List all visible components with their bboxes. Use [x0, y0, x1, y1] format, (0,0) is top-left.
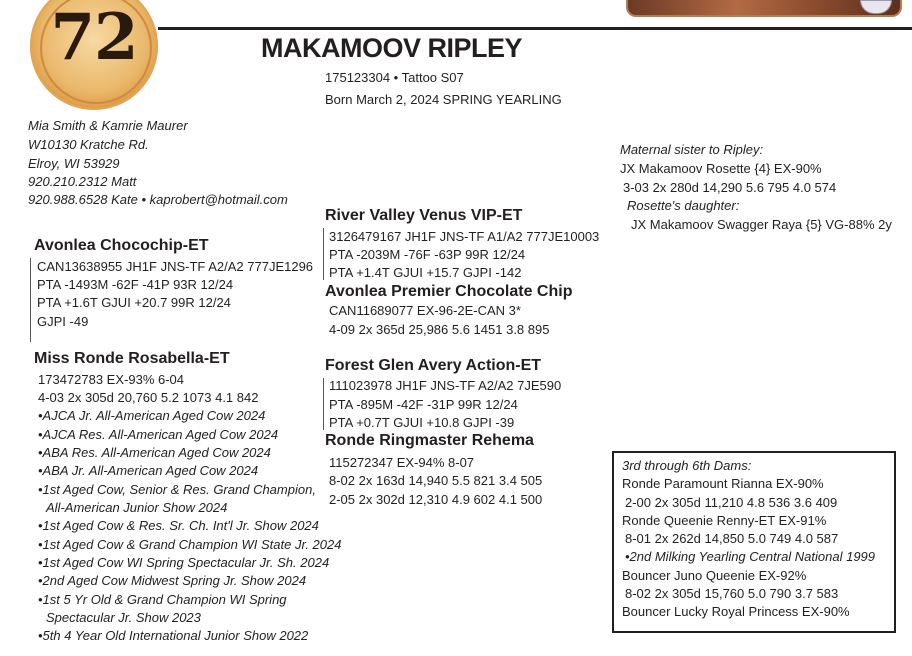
sire-sire-line-2: PTA -1493M -62F -41P 93R 12/24 [37, 277, 234, 292]
sire-sire-name: Avonlea Chocochip-ET [34, 237, 209, 254]
sire-line-1: 3126479167 JH1F JNS-TF A1/A2 777JE10003 [329, 229, 600, 244]
sire-sire-line-4: GJPI -49 [37, 314, 89, 329]
honor-item: •1st Aged Cow & Res. Sr. Ch. Int'l Jr. Show 2024 [38, 518, 319, 533]
extended-dam-line: 8-01 2x 262d 14,850 5.0 749 4.0 587 [625, 531, 839, 546]
header-rule [158, 27, 912, 30]
maternal-sister-record: 3-03 2x 280d 14,290 5.6 795 4.0 574 [623, 180, 837, 195]
dam-dam-line-2: 8-02 2x 163d 14,940 5.5 821 3.4 505 [329, 473, 543, 488]
lot-number: 72 [50, 0, 138, 75]
dam-sire-line-3: PTA +0.7T GJUI +10.8 GJPI -39 [329, 415, 515, 430]
maternal-sister-heading: Maternal sister to Ripley: [620, 142, 764, 157]
lot-badge [30, 0, 158, 110]
honor-item: •5th 4 Year Old International Junior Show 2022 [38, 628, 309, 643]
honor-item: Spectacular Jr. Show 2023 [46, 610, 201, 625]
animal-name: MAKAMOOV RIPLEY [261, 33, 523, 63]
honor-item: •1st Aged Cow, Senior & Res. Grand Champion, [38, 482, 316, 497]
sire-dam-line-2: 4-09 2x 365d 25,986 5.6 1451 3.8 895 [329, 322, 550, 337]
honor-item: •2nd Aged Cow Midwest Spring Jr. Show 2024 [38, 573, 307, 588]
animal-id-line: 175123304 • Tattoo S07 [325, 70, 464, 85]
sire-dam-name: Avonlea Premier Chocolate Chip [325, 283, 573, 300]
sire-sire-line-3: PTA +1.6T GJUI +20.7 99R 12/24 [37, 295, 231, 310]
honor-item: •AJCA Res. All-American Aged Cow 2024 [38, 427, 279, 442]
extended-dam-line: 2-00 2x 305d 11,210 4.8 536 3.6 409 [625, 495, 838, 510]
honor-item: All-American Junior Show 2024 [46, 500, 228, 515]
honor-item: •ABA Res. All-American Aged Cow 2024 [38, 445, 271, 460]
honor-item: •1st Aged Cow & Grand Champion WI State Jr. 2024 [38, 537, 342, 552]
daughter-name: JX Makamoov Swagger Raya {5} VG-88% 2y [631, 217, 892, 232]
honor-item: •ABA Jr. All-American Aged Cow 2024 [38, 463, 259, 478]
sire-name: River Valley Venus VIP-ET [325, 207, 523, 224]
bracket-line [323, 228, 324, 280]
dam-sire-name: Forest Glen Avery Action-ET [325, 357, 542, 374]
owner-address: W10130 Kratche Rd. [28, 137, 149, 152]
extended-dams-heading: 3rd through 6th Dams: [622, 458, 752, 473]
honor-item: •1st Aged Cow WI Spring Spectacular Jr. Sh. 2024 [38, 555, 330, 570]
dam-dam-name: Ronde Ringmaster Rehema [325, 432, 534, 449]
dam-line-1: 173472783 EX-93% 6-04 [38, 372, 185, 387]
dam-dam-line-1: 115272347 EX-94% 8-07 [329, 455, 475, 470]
dam-sire-line-1: 111023978 JH1F JNS-TF A2/A2 7JE590 [329, 378, 562, 393]
honor-item: •1st 5 Yr Old & Grand Champion WI Spring [38, 592, 287, 607]
dam-name: Miss Ronde Rosabella-ET [34, 350, 230, 367]
extended-dam-line: Bouncer Juno Queenie EX-92% [622, 568, 807, 583]
bracket-line [323, 378, 324, 430]
owner-name: Mia Smith & Kamrie Maurer [28, 118, 188, 133]
daughter-heading: Rosette's daughter: [627, 198, 740, 213]
extended-dam-line: Bouncer Lucky Royal Princess EX-90% [622, 604, 850, 619]
sire-line-3: PTA +1.4T GJUI +15.7 GJPI -142 [329, 265, 522, 280]
owner-phone-email: 920.988.6528 Kate • kaprobert@hotmail.com [28, 192, 288, 207]
owner-phone-1: 920.210.2312 Matt [28, 174, 137, 189]
owner-city: Elroy, WI 53929 [28, 156, 120, 171]
honor-item: •AJCA Jr. All-American Aged Cow 2024 [38, 408, 266, 423]
animal-born-line: Born March 2, 2024 SPRING YEARLING [325, 92, 562, 107]
dam-line-2: 4-03 2x 305d 20,760 5.2 1073 4.1 842 [38, 390, 259, 405]
dam-dam-line-3: 2-05 2x 302d 12,310 4.9 602 4.1 500 [329, 492, 543, 507]
extended-dam-line: •2nd Milking Yearling Central National 1999 [625, 549, 876, 564]
sire-dam-line-1: CAN11689077 EX-96-2E-CAN 3* [329, 303, 521, 318]
sire-line-2: PTA -2039M -76F -63P 99R 12/24 [329, 247, 526, 262]
maternal-sister-name: JX Makamoov Rosette {4} EX-90% [620, 161, 822, 176]
extended-dam-line: Ronde Queenie Renny-ET EX-91% [622, 513, 827, 528]
extended-dam-line: Ronde Paramount Rianna EX-90% [622, 476, 824, 491]
dam-sire-line-2: PTA -895M -42F -31P 99R 12/24 [329, 397, 518, 412]
sire-sire-line-1: CAN13638955 JH1F JNS-TF A2/A2 777JE1296 [37, 259, 314, 274]
extended-dam-line: 8-02 2x 305d 15,760 5.0 790 3.7 583 [625, 586, 839, 601]
bracket-line [30, 258, 31, 342]
